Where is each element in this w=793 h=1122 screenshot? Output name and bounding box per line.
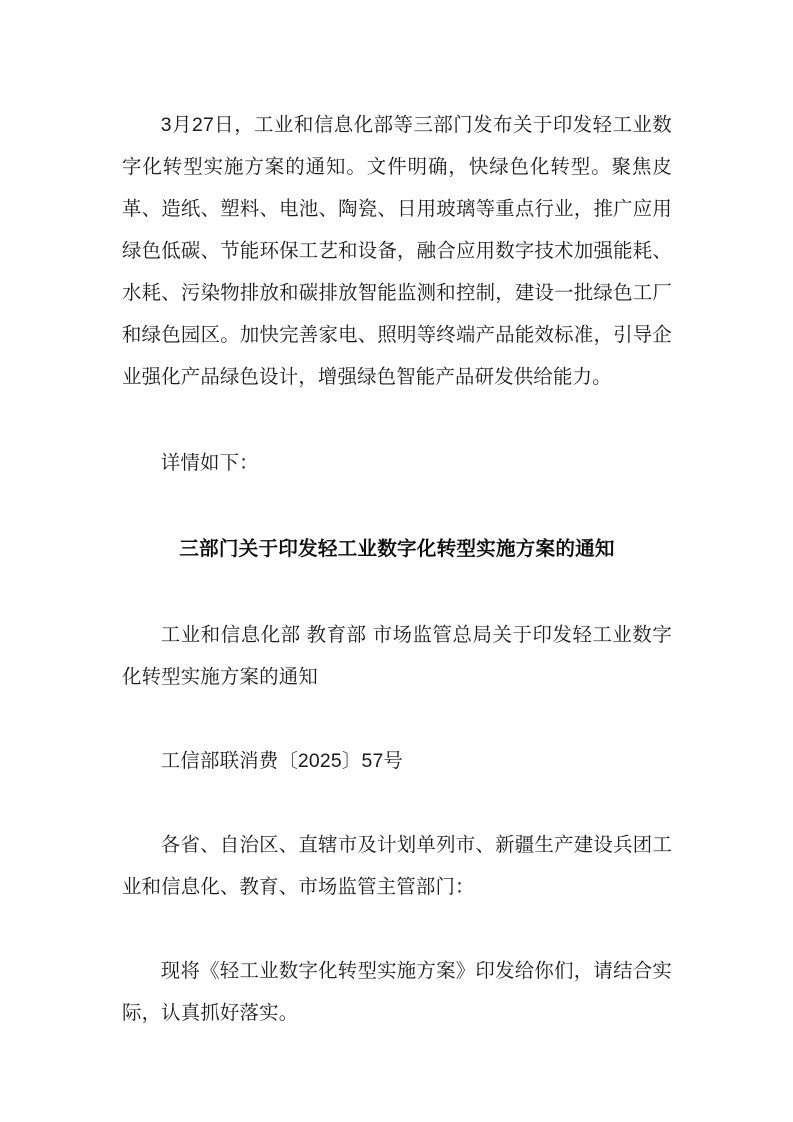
issuing-departments-line: 工业和信息化部 教育部 市场监管总局关于印发轻工业数字化转型实施方案的通知	[122, 624, 672, 688]
instruction-paragraph: 现将《轻工业数字化转型实施方案》印发给你们，请结合实际，认真抓好落实。	[122, 960, 672, 1024]
document-body	[122, 0, 672, 1034]
details-lead-line: 详情如下：	[160, 452, 259, 474]
spacer-before-title	[122, 484, 672, 528]
summary-paragraph: 3月27日，工业和信息化部等三部门发布关于印发轻工业数字化转型实施方案的通知。文件明确，快绿色化转型。聚焦皮革、造纸、塑料、电池、陶瓷、日用玻璃等重点行业，推广应用绿色低碳、节能环保工艺和设备，融合应用数字技术加强能耗、水耗、污染物排放和碳排放智能监测和控制，建设一批绿色工厂和绿色园区。加快完善家电、照明等终端产品能效标准，引导企业强化产品绿色设计，增强绿色智能产品研发供给能力。	[122, 114, 672, 388]
notice-title: 三部门关于印发轻工业数字化转型实施方案的通知	[179, 538, 615, 560]
addressee-line: 各省、自治区、直辖市及计划单列市、新疆生产建设兵团工业和信息化、教育、市场监管主管部门：	[122, 834, 672, 898]
spacer-after-title	[122, 570, 672, 614]
spacer-before-addressee	[122, 782, 672, 824]
document-number: 工信部联消费〔2025〕57号	[160, 750, 404, 772]
spacer-before-doc-number	[122, 698, 672, 740]
spacer-after-summary	[122, 398, 672, 442]
top-margin-spacer	[122, 0, 672, 104]
spacer-before-instruction	[122, 908, 672, 950]
